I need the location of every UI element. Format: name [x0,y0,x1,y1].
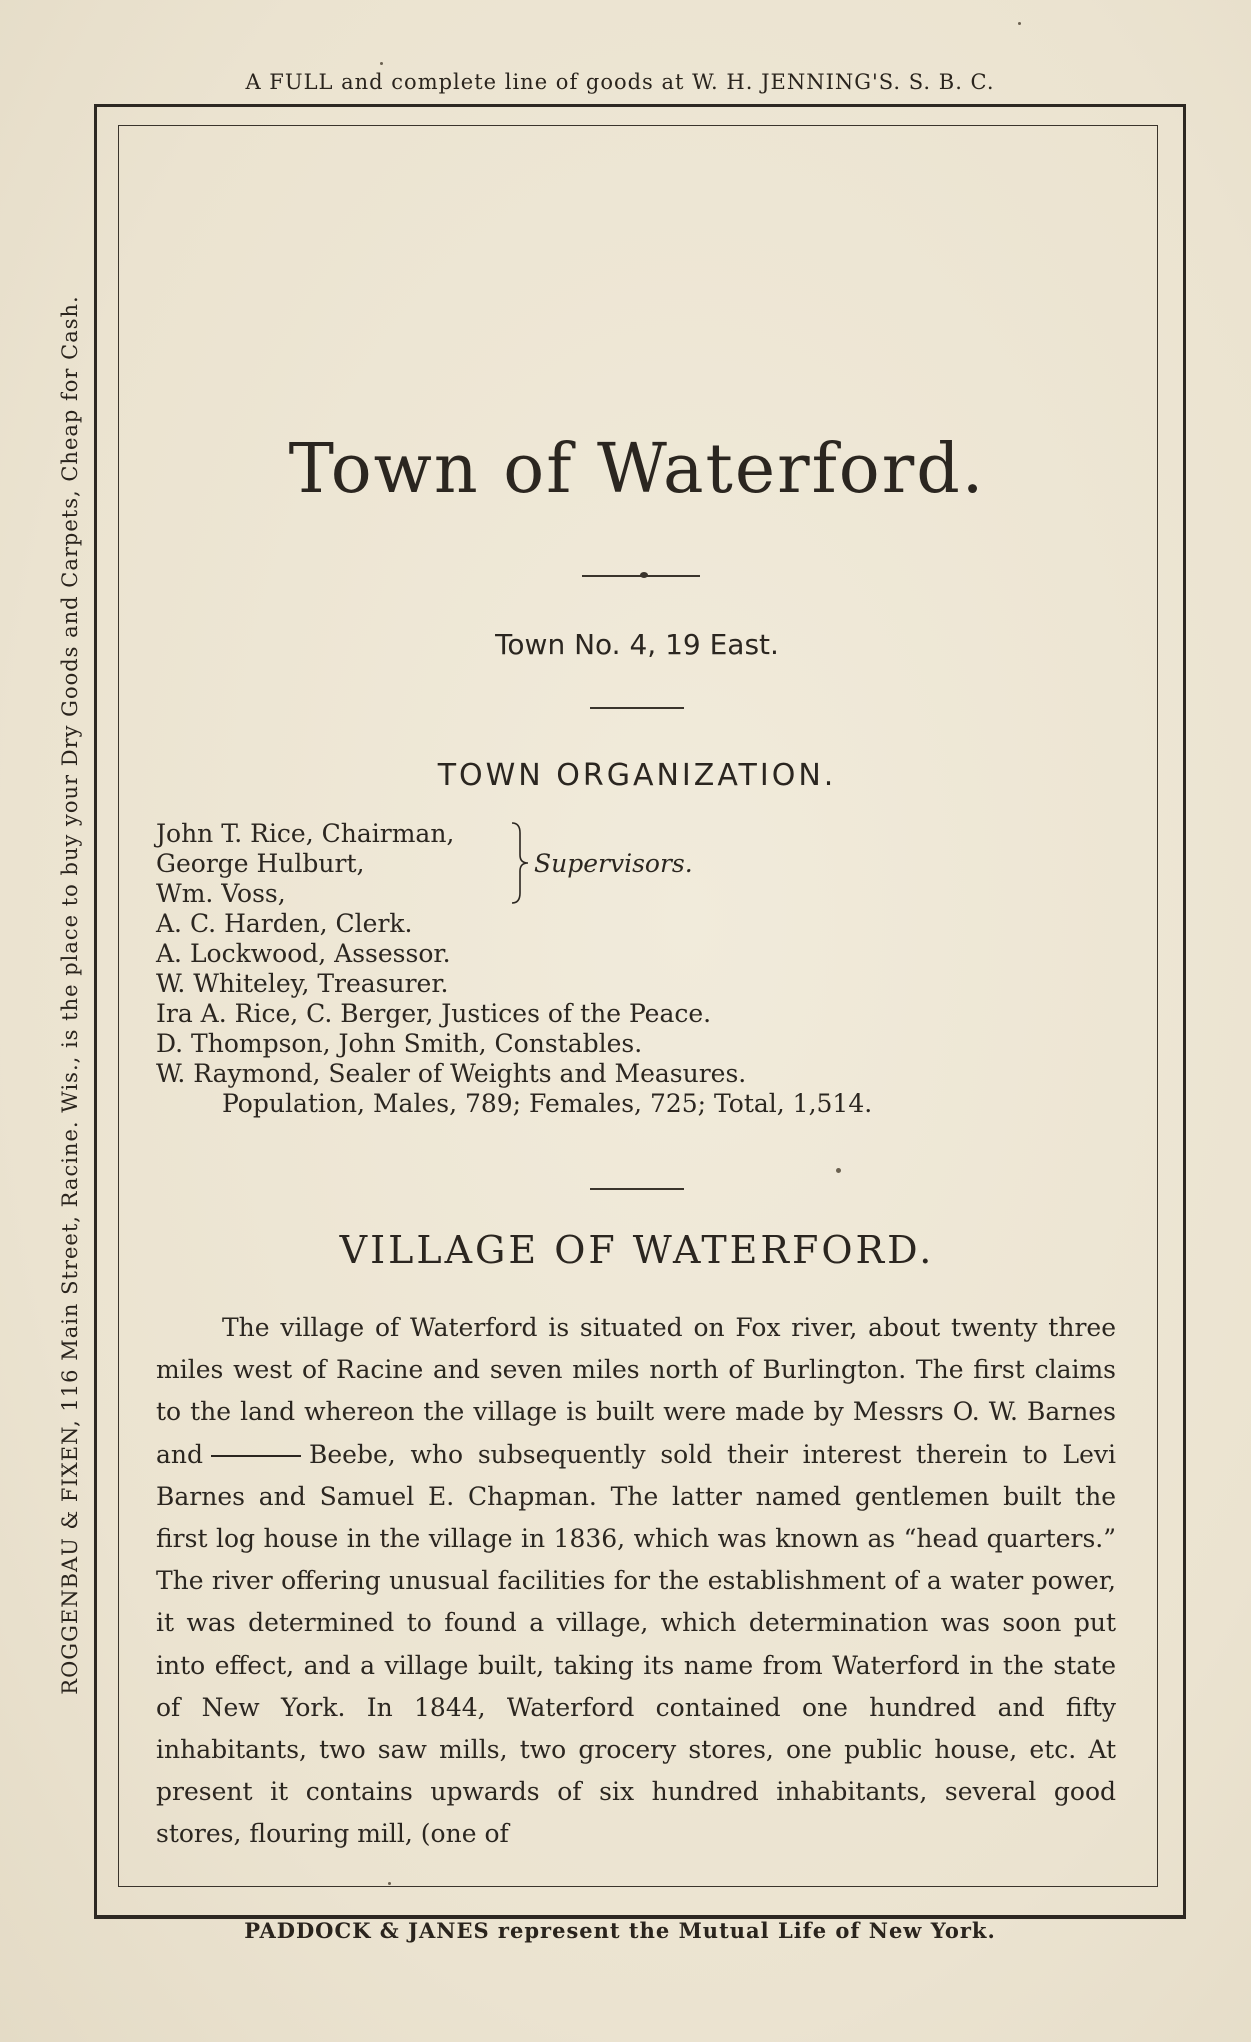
village-paragraph [156,1307,1116,1856]
paragraph-text-start: The village of Waterford is situated on Fox river, about twenty three miles west of Racine and seven miles north of Burlington. The first claims to the land whereon the village is built were made by Messrs O. W. Barnes and [156,1313,1116,1469]
population-line: Population, Males, 789; Females, 725; Total, 1,514. [222,1089,873,1118]
paragraph-text-end: Beebe, who subsequently sold their interest therein to Levi Barnes and Samuel E. Chapman. The latter named gentlemen built the first log house in the village in 1836, which was known as “head quarters.” The river offering unusual facilities for the establishment of a water power, it was determined to found a village, which determination was soon put into effect, and a village built, taking its name from Waterford in the state of New York. In 1844, Waterford contained one hundred and fifty inhabitants, two saw mills, two grocery stores, one public house, etc. At present it contains upwards of six hundred inhabitants, several good stores, flouring mill, (one of [156,1439,1116,1849]
paper-speck [836,1168,841,1173]
paper-speck [380,62,383,65]
bottom-advertisement: PADDOCK & JANES represent the Mutual Life of New York. [244,1918,996,1943]
page-title: Town of Waterford. [288,430,986,509]
paper-speck [1018,22,1021,25]
supervisor-line: George Hulburt, [156,849,365,878]
officer-line: Ira A. Rice, C. Berger, Justices of the Peace. [156,999,712,1028]
organization-divider [590,1188,684,1190]
top-advertisement: A FULL and complete line of goods at W. H. JENNING'S. S. B. C. [245,70,995,94]
village-description [156,1307,1116,1856]
supervisor-line: Wm. Voss, [156,879,286,908]
supervisors-brace [508,819,530,907]
side-advertisement: ROGGENBAU & FIXEN, 116 Main Street, Racine. Wis., is the place to buy your Dry Goods and Carpets, Cheap for Cash. [58,295,82,1695]
officer-line: W. Raymond, Sealer of Weights and Measures. [156,1059,747,1088]
officer-line: W. Whiteley, Treasurer. [156,969,449,998]
officer-line: D. Thompson, John Smith, Constables. [156,1029,643,1058]
officer-line: A. Lockwood, Assessor. [156,939,451,968]
officer-line: A. C. Harden, Clerk. [156,909,413,938]
organization-list [156,819,1056,1119]
title-divider-ornament [640,572,648,578]
organization-heading: TOWN ORGANIZATION. [437,758,837,793]
supervisor-line: John T. Rice, Chairman, [156,819,455,848]
supervisors-label: Supervisors. [534,849,693,878]
paper-speck [388,1882,391,1885]
name-blank-dash [211,1455,301,1457]
village-heading: VILLAGE OF WATERFORD. [339,1228,935,1272]
subtitle-divider [590,707,684,709]
town-number: Town No. 4, 19 East. [495,628,779,661]
